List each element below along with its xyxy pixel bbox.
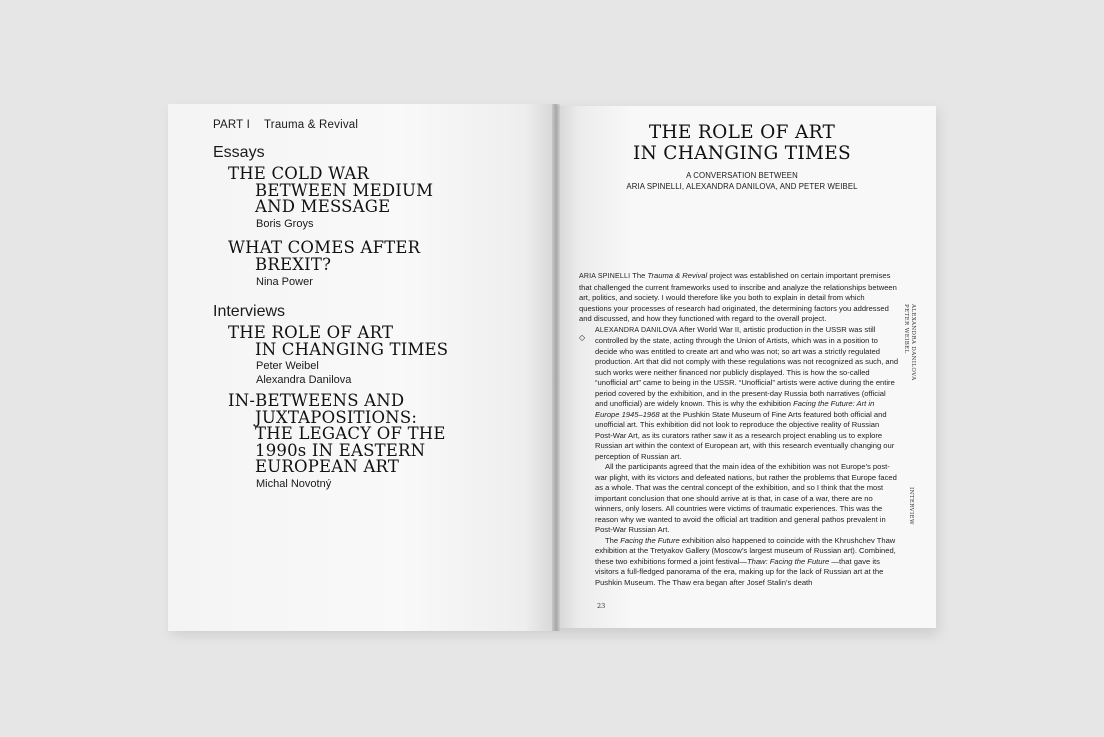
part-title: Trauma & Revival bbox=[264, 119, 359, 131]
title-line: IN CHANGING TIMES bbox=[632, 143, 851, 164]
toc-entry-title bbox=[228, 325, 448, 358]
paragraph bbox=[579, 325, 899, 463]
title-line: THE ROLE OF ART bbox=[648, 122, 836, 143]
italic-text: Facing the Future bbox=[620, 535, 680, 545]
title-line: IN CHANGING TIMES bbox=[255, 339, 449, 359]
title-line: WHAT COMES AFTER bbox=[228, 238, 421, 257]
text-run: exhibition also happened to coincide with the Khrushchev Thaw exhibition at the Tretyakov Gallery (Moscow’s largest museum of Russian art). Combined, these two exhibitions formed a joint festival— bbox=[595, 535, 896, 566]
toc-entry-author: Peter Weibel bbox=[256, 360, 319, 372]
part-heading bbox=[213, 119, 358, 131]
paragraph bbox=[579, 536, 899, 589]
toc-entry-author: Boris Groys bbox=[256, 218, 314, 230]
section-heading-interviews: Interviews bbox=[213, 303, 286, 320]
part-number: PART I bbox=[213, 119, 250, 131]
italic-text: Thaw: Facing the Future bbox=[746, 556, 830, 566]
section-heading-essays: Essays bbox=[213, 144, 265, 161]
speaker-name: ALEXANDRA DANILOVA bbox=[595, 326, 678, 334]
subtitle-line: ARIA SPINELLI, ALEXANDRA DANILOVA, AND PETER WEIBEL bbox=[626, 181, 858, 191]
title-line: THE ROLE OF ART bbox=[228, 323, 394, 342]
title-line: THE COLD WAR bbox=[228, 164, 370, 183]
text-run: The bbox=[605, 535, 621, 545]
diamond-icon: ◇ bbox=[579, 333, 586, 342]
toc-entry-author: Michal Novotný bbox=[256, 478, 332, 490]
running-header-section: INTERVIEW bbox=[908, 487, 914, 526]
italic-text: Facing the Future: Art in Europe 1945–1968 bbox=[595, 399, 875, 419]
speaker-name: ARIA SPINELLI bbox=[579, 273, 631, 280]
article-subtitle bbox=[600, 171, 884, 192]
text-run: The bbox=[630, 271, 648, 280]
title-line: AND MESSAGE bbox=[255, 197, 391, 216]
article-title bbox=[600, 122, 884, 164]
title-line: EUROPEAN ART bbox=[255, 457, 400, 476]
paragraph: All the participants agreed that the main idea of the exhibition was not Europe’s post-war plight, with its victors and defeated nations, but rather the problems that Europe faced as a whole. That was the central concept of the exhibition, and so I think that the most important conclusion that one should arrive at is that, in case of a war, there are no winners, only losers. All countries were victims of traumatic experiences. This was the reason why we wanted to avoid the official art tradition and general pathos prevalent in Post-War Russian Art. bbox=[595, 462, 897, 534]
side-name: ALEXANDRA DANILOVA bbox=[910, 304, 916, 381]
title-line: BETWEEN MEDIUM bbox=[255, 180, 434, 200]
subtitle-line: A CONVERSATION BETWEEN bbox=[686, 171, 798, 180]
book-gutter bbox=[552, 104, 560, 631]
text-run: project was established on certain important premises that challenged the current frameworks used to inscribe and analyze the relationships between art, politics, and society. I would therefore like you both to explain in detail from which questions your processes of research had originated, the determining factors you addressed and discussed, and how they functioned with regard to the overall project. bbox=[579, 271, 897, 323]
toc-entry-title bbox=[228, 393, 446, 476]
title-line: 1990s IN EASTERN bbox=[255, 440, 426, 460]
running-header-names bbox=[902, 304, 916, 381]
title-line: JUXTAPOSITIONS: bbox=[255, 407, 418, 427]
toc-entry-title bbox=[228, 240, 420, 273]
page-number: 23 bbox=[597, 602, 606, 610]
toc-entry-author: Alexandra Danilova bbox=[256, 374, 352, 386]
toc-entry-author: Nina Power bbox=[256, 276, 313, 288]
paragraph bbox=[579, 271, 899, 325]
side-name: PETER WEIBEL bbox=[903, 304, 909, 354]
title-line: THE LEGACY OF THE bbox=[255, 424, 446, 443]
italic-text: Trauma & Revival bbox=[647, 271, 708, 280]
interview-body bbox=[579, 271, 899, 588]
toc-entry-title bbox=[228, 166, 433, 216]
text-run: After World War II, artistic production in the USSR was still controlled by the state, acting through the Union of Artists, which was in a position to decide who was entitled to create art and who was not; so art was a strictly regulated production. Art that did not comply with these regulations was not recognized as such, and such works were neither financed nor publicly displayed. This is how the so-called “unofficial art” came to being in the USSR. “Unofficial” artists were active during the entire period covered by the exhibition, and in the present-day Russia both narratives (official and unofficial) are widely known. This is why the exhibition bbox=[595, 324, 899, 408]
text-run: —that gave its visitors a full-fledged panorama of the era, making up for the lack of Russian art at the Pushkin Museum. The Thaw era began after Josef Stalin’s death bbox=[595, 556, 884, 587]
title-line: BREXIT? bbox=[255, 254, 332, 274]
title-line: IN-BETWEENS AND bbox=[228, 391, 405, 410]
text-run: at the Pushkin State Museum of Fine Arts featured both official and unofficial art. This exhibition did not look to reproduce the objective reality of Russian Post-War Art, as its curators rather saw it as a research project enabling us to explore Russian art within the context of European art, with this research eventually changing our perception of Russian art. bbox=[595, 409, 895, 461]
